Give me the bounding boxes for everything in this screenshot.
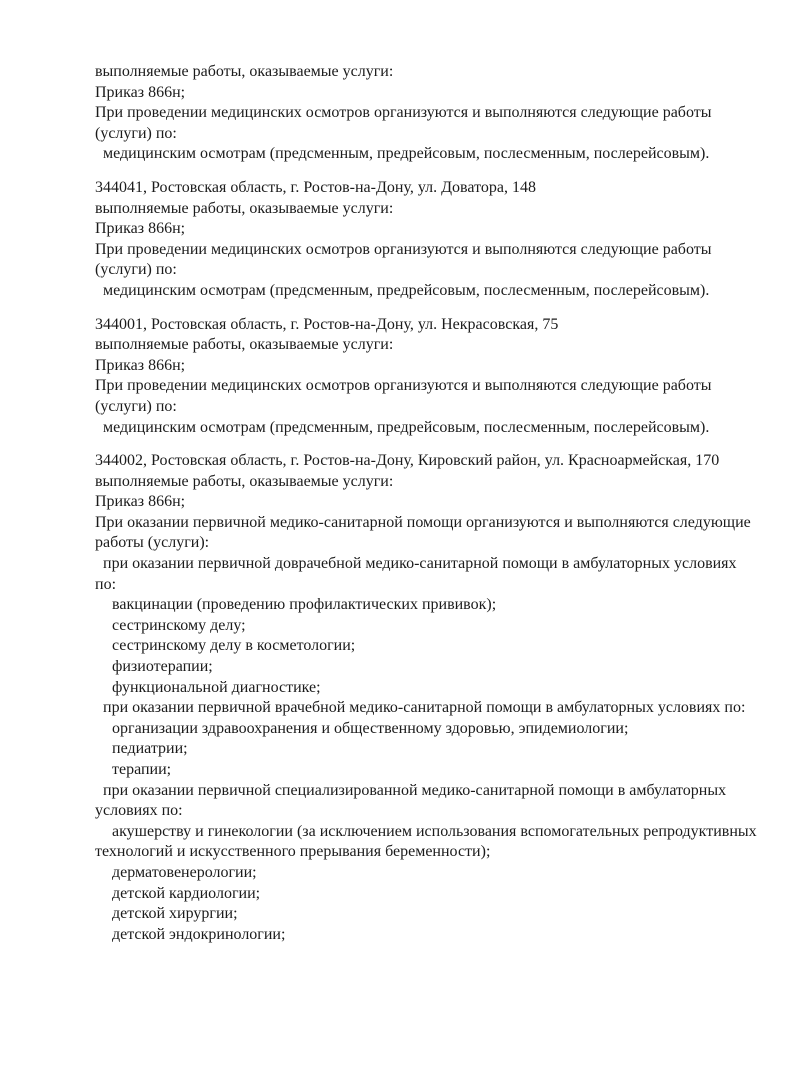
document-line: детской хирургии; [112,905,238,923]
document-line: терапии; [112,761,172,778]
document-body [95,62,757,945]
document-line: вакцинации (проведению профилактических прививок); [112,596,497,614]
document-line: При проведении медицинских осмотров организуются и выполняются следующие работы [95,104,712,122]
document-line: выполняемые работы, оказываемые услуги: [95,472,394,490]
address-line: 344041, Ростовская область, г. Ростов-на-Дону, ул. Доватора, 148 [95,178,536,196]
document-line: физиотерапии; [112,658,213,676]
document-line: медицинским осмотрам (предсменным, предрейсовым, послесменным, послерейсовым). [103,418,710,436]
document-line: сестринскому делу; [112,616,246,634]
document-line: Приказ 866н; [95,493,186,511]
document-line: Приказ 866н; [95,220,186,238]
document-line: организации здравоохранения и общественному здоровью, эпидемиологии; [112,719,629,737]
document-line: детской эндокринологии; [112,925,286,943]
document-line: Приказ 866н; [95,83,186,101]
document-line: технологий и искусственного прерывания беременности); [95,843,491,861]
document-line: условиях по: [95,802,183,820]
document-line: функциональной диагностике; [112,678,321,696]
document-line: выполняемые работы, оказываемые услуги: [95,336,394,354]
license-section [95,62,752,165]
document-line: дерматовенерологии; [112,863,257,881]
document-line: При проведении медицинских осмотров организуются и выполняются следующие работы [95,377,712,395]
document-line: медицинским осмотрам (предсменным, предрейсовым, послесменным, послерейсовым). [103,145,710,163]
document-line: выполняемые работы, оказываемые услуги: [95,63,394,80]
document-line: при оказании первичной врачебной медико-санитарной помощи в амбулаторных условиях по: [103,699,746,717]
document-line: по: [95,575,117,593]
document-line: При оказании первичной медико-санитарной помощи организуются и выполняются следующие [95,513,751,531]
address-line: 344002, Ростовская область, г. Ростов-на-Дону, Кировский район, ул. Красноармейская, 170 [95,452,720,470]
document-line: Приказ 866н; [95,356,186,374]
document-line: При проведении медицинских осмотров организуются и выполняются следующие работы [95,240,712,258]
license-section [95,178,752,302]
document-line: сестринскому делу в косметологии; [112,637,356,655]
document-line: (услуги) по: [95,397,177,415]
document-line: педиатрии; [112,740,188,758]
address-line: 344001, Ростовская область, г. Ростов-на-Дону, ул. Некрасовская, 75 [95,315,559,333]
document-line: (услуги) по: [95,261,177,279]
license-section [95,315,752,439]
document-line: выполняемые работы, оказываемые услуги: [95,199,394,217]
document-line: акушерству и гинекологии (за исключением использования вспомогательных репродуктивных [112,822,757,840]
document-line: работы (услуги): [95,534,210,552]
document-line: детской кардиологии; [112,884,261,902]
document-line: медицинским осмотрам (предсменным, предрейсовым, послесменным, послерейсовым). [103,281,710,299]
document-line: при оказании первичной специализированной медико-санитарной помощи в амбулаторных [103,781,727,799]
license-section [95,451,757,945]
document-line: при оказании первичной доврачебной медико-санитарной помощи в амбулаторных условиях [103,555,737,573]
document-line: (услуги) по: [95,124,177,142]
